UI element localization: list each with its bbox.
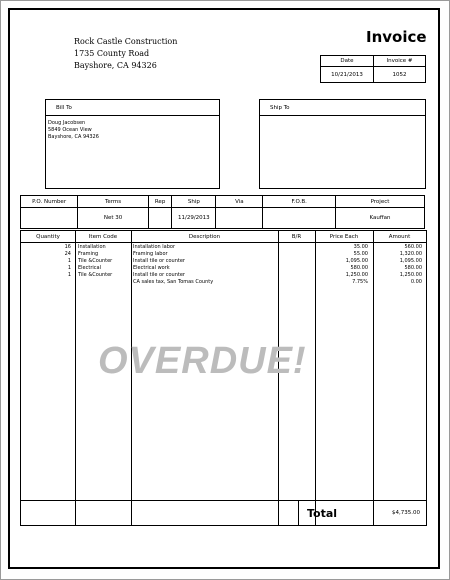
via-value (216, 208, 263, 229)
invoice-number-value: 1052 (392, 71, 407, 78)
bill-to-line2: 5849 Ocean View (48, 127, 92, 133)
via-header: Via (216, 196, 263, 208)
rep-header: Rep (148, 196, 172, 208)
bill-to-box (45, 99, 220, 189)
company-address-line2: Bayshore, CA 94326 (74, 61, 157, 70)
table-row: 16 Installation Installation labor 35.00 560.00 (64, 244, 422, 250)
table-row: 1 Tile &Counter Install tile or counter 1,250.00 1,250.00 (67, 272, 422, 278)
ship-value: 11/29/2013 (172, 208, 216, 229)
date-invoice-box (320, 55, 426, 83)
fob-value (263, 208, 336, 229)
total-label: Total (307, 507, 338, 520)
fob-header: F.O.B. (263, 196, 336, 208)
br-header: B/R (291, 233, 302, 240)
description-header: Description (188, 233, 221, 240)
overdue-stamp: OVERDUE! (98, 340, 307, 382)
company-name: Rock Castle Construction (74, 37, 178, 46)
invoice-title: Invoice (366, 28, 427, 46)
table-row: CA sales tax, San Tomas County 7.75% 0.00 (133, 279, 422, 285)
ship-header: Ship (172, 196, 216, 208)
terms-value: Net 30 (78, 208, 149, 229)
po-number-value (21, 208, 78, 229)
po-number-header: P.O. Number (21, 196, 78, 208)
price-each-header: Price Each (329, 233, 359, 240)
table-row: 24 Framing Framing labor 55.00 1,320.00 (64, 251, 422, 257)
ship-to-box (259, 99, 426, 189)
qty-header: Quantity (36, 233, 60, 240)
table-row: 1 Electrical Electrical work 580.00 580.00 (67, 265, 422, 271)
rep-value (148, 208, 172, 229)
project-header: Project (335, 196, 424, 208)
bill-to-line1: Doug Jacobsen (48, 120, 86, 126)
terms-table (20, 195, 425, 229)
total-amount: $4,735.00 (392, 510, 420, 516)
invoice-number-label: Invoice # (386, 58, 413, 64)
total-row (20, 500, 427, 526)
date-label: Date (321, 56, 374, 66)
table-row: 1 Tile &Counter Install tile or counter 1,095.00 1,095.00 (67, 258, 422, 264)
ship-to-label: Ship To (260, 100, 425, 116)
company-block (74, 36, 177, 72)
terms-header: Terms (78, 196, 149, 208)
bill-to-label: Bill To (46, 100, 219, 116)
bill-to-line3: Bayshore, CA 94326 (48, 134, 99, 140)
company-address-line1: 1735 County Road (74, 49, 150, 58)
item-code-header: Item Code (88, 233, 118, 240)
project-value: Kauffan (335, 208, 424, 229)
date-value: 10/21/2013 (321, 67, 374, 82)
amount-header: Amount (388, 233, 411, 240)
